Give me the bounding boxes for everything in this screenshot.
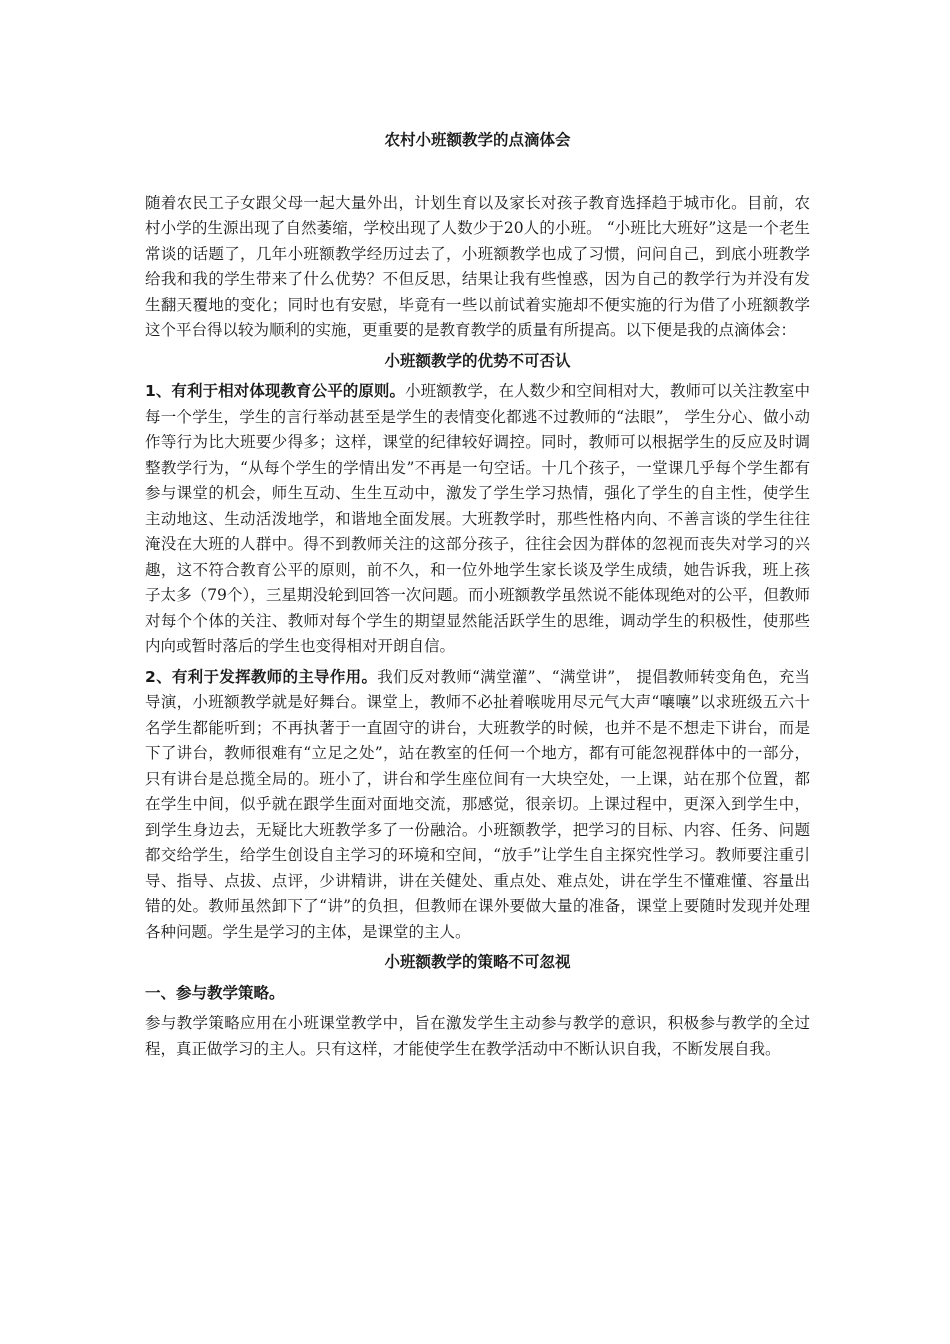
point-2-lead: 2、有利于发挥教师的主导作用。 <box>145 667 378 686</box>
point-paragraph-2 <box>145 665 810 946</box>
intro-paragraph: 随着农民工子女跟父母一起大量外出，计划生育以及家长对孩子教育选择趋于城市化。目前，农村小学的生源出现了自然萎缩，学校出现了人数少于20人的小班。 “小班比大班好”这是一个老生常谈的话题了，几年小班额教学经历过去了，小班额教学也成了习惯，问问自己，到底小班教学给我和我的学生带来了什么优势？不但反思，结果让我有些惶惑，因为自己的教学行为并没有发生翻天覆地的变化；同时也有安慰，毕竟有一些以前试着实施却不便实施的行为借了小班额教学这个平台得以较为顺利的实施，更重要的是教育教学的质量有所提高。以下便是我的点滴体会： <box>145 193 810 339</box>
participation-paragraph: 参与教学策略应用在小班课堂教学中，旨在激发学生主动参与教学的意识，积极参与教学的全过程，真正做学习的主人。只有这样，才能使学生在教学活动中不断认识自我，不断发展自我。 <box>145 1014 810 1058</box>
point-paragraph-1 <box>145 379 810 660</box>
point-1-body: 小班额教学，在人数少和空间相对大，教师可以关注教室中每一个学生，学生的言行举动甚至是学生的表情变化都逃不过教师的“法眼”， 学生分心、做小动作等行为比大班要少得多；这样，课堂的纪律较好调控。同时，教师可以根据学生的反应及时调整教学行为，“从每个学生的学情出发”不再是一句空话。十几个孩子，一堂课几乎每个学生都有参与课堂的机会，师生互动、生生互动中，激发了学生学习热情，强化了学生的自主性，使学生主动地这、生动活泼地学，和谐地全面发展。大班教学时，那些性格内向、不善言谈的学生往往淹没在大班的人群中。得不到教师关注的这部分孩子，往往会因为群体的忽视而丧失对学习的兴趣，这不符合教育公平的原则，前不久，和一位外地学生家长谈及学生成绩，她告诉我，班上孩子太多（79个），三星期没轮到回答一次问题。而小班额教学虽然说不能体现绝对的公平，但教师对每个个体的关注、教师对每个学生的期望显然能活跃学生的思维，调动学生的积极性，使那些内向或暂时落后的学生也变得相对开朗自信。 <box>145 382 810 655</box>
section-heading-advantages: 小班额教学的优势不可否认 <box>384 351 571 370</box>
section-heading-strategies: 小班额教学的策略不可忽视 <box>384 953 571 971</box>
point-2-body: 我们反对教师“满堂灌”、“满堂讲”， 提倡教师转变角色，充当导演，小班额教学就是好舞台。课堂上，教师不必扯着喉咙用尽元气大声“嚷嚷”以求班级五六十名学生都能听到；不再执著于一直固守的讲台，大班教学的时候，也并不是不想走下讲台，而是下了讲台，教师很难有“立足之处”，站在教室的任何一个地方，都有可能忽视群体中的一部分，只有讲台是总揽全局的。班小了，讲台和学生座位间有一大块空处，一上课，站在那个位置，都在学生中间，似乎就在跟学生面对面地交流，那感觉，很亲切。上课过程中，更深入到学生中，到学生身边去，无疑比大班教学多了一份融洽。小班额教学，把学习的目标、内容、任务、问题都交给学生，给学生创设自主学习的环境和空间，“放手”让学生自主探究性学习。教师要注重引导、指导、点拔、点评，少讲精讲，讲在关健处、重点处、难点处，讲在学生不懂难懂、容量出错的处。教师虽然卸下了“讲”的负担，但教师在课外要做大量的准备，课堂上要随时发现并处理各种问题。学生是学习的主体，是课堂的主人。 <box>145 667 810 941</box>
point-1-lead: 1、有利于相对体现教育公平的原则。 <box>145 382 406 400</box>
sub-heading-participation: 一、参与教学策略。 <box>145 983 285 1002</box>
document-title: 农村小班额教学的点滴体会 <box>384 131 571 149</box>
document-page <box>145 120 810 1067</box>
